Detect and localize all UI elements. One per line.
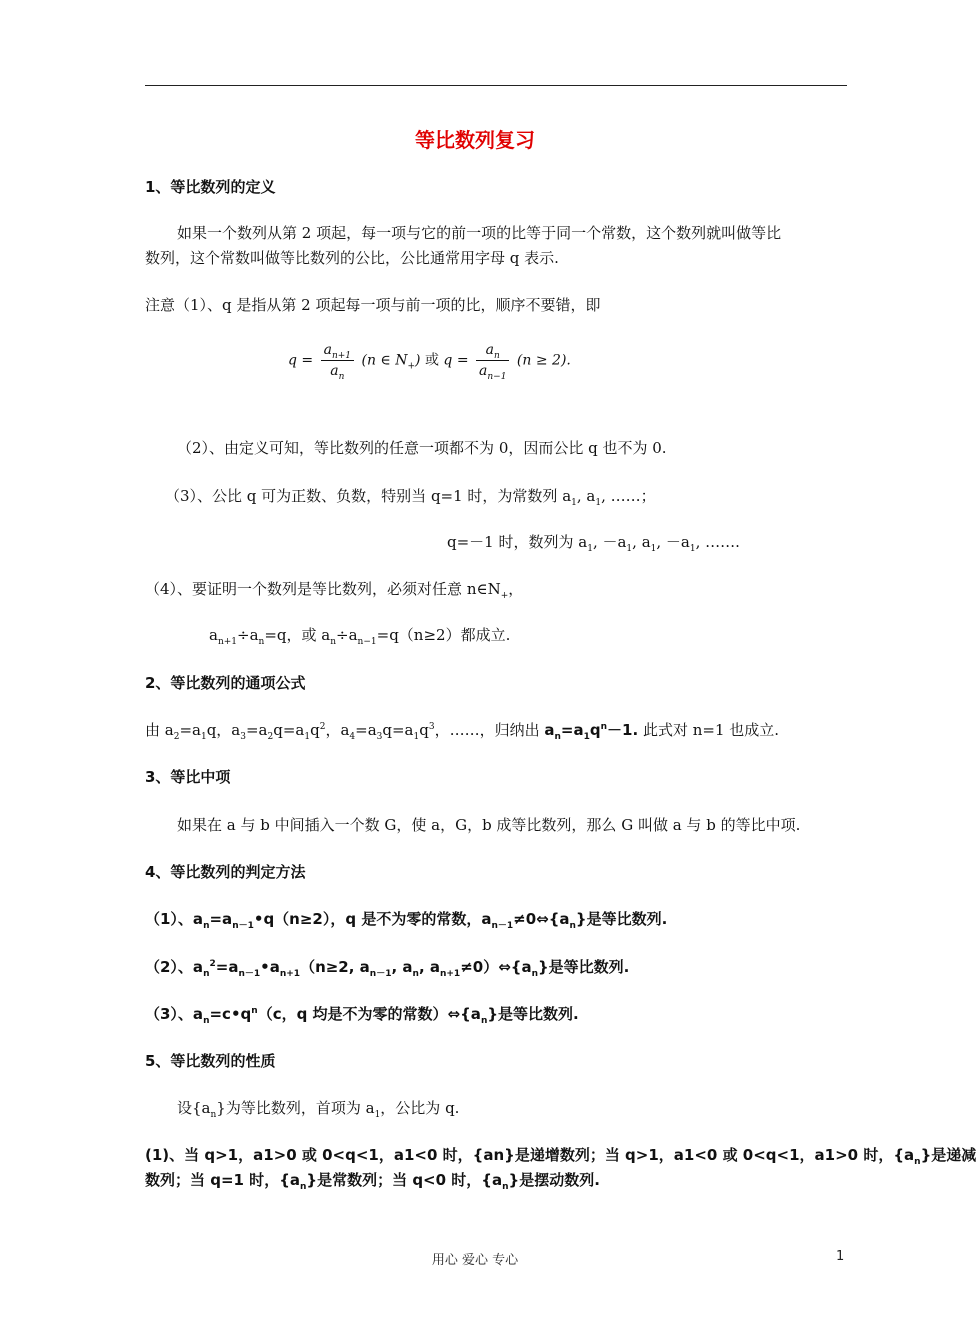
fraction-2 xyxy=(476,342,509,382)
frac1-num: a xyxy=(323,342,332,358)
footer-motto: 用心 爱心 专心 xyxy=(431,1253,519,1268)
page-title: 等比数列复习 xyxy=(415,128,535,152)
definition-line-1: 如果一个数列从第 2 项起，每一项与它的前一项的比等于同一个常数，这个数列就叫做等比 xyxy=(177,224,782,242)
formula-q1: q = xyxy=(288,352,314,369)
formula-or: 或 xyxy=(424,352,439,369)
method-3: （3）、$a_n=c•q^n(c$，q 均是不为零的常数）$\Leftrightarrow\{a_n\}$是等比数列. xyxy=(145,1005,579,1026)
note-3b: q=－1 时，数列为 $a_1$, $-a_1$, $a_1$, $-a_1$, ……. xyxy=(447,533,740,554)
method-2: （2）、$a_n^2=a_{n-1}•a_{n+1}(n\ge 2$, $a_{n-1}$, $a_n$, $a_{n+1}\ne 0)\Leftrightarrow\{a_n\}$是等比数列. xyxy=(145,958,630,979)
properties-intro: 设$\{a_n\}$为等比数列，首项为 $a_1$，公比为 q. xyxy=(177,1099,460,1120)
definition-line-2: 数列，这个常数叫做等比数列的公比，公比通常用字母 q 表示. xyxy=(145,249,559,267)
frac2-num: a xyxy=(485,342,495,358)
section-5-heading: 5、等比数列的性质 xyxy=(145,1052,276,1070)
general-term-line: 由 $a_2=a_1q$，$a_3=a_2q=a_1q^2$，$a_4=a_3q=a_1q^3$，……，归纳出 $a_n=a_1q^n-1$. 此式对 n=1 也成立. xyxy=(145,721,780,742)
frac1-num-sub: n+1 xyxy=(331,350,352,361)
header-rule xyxy=(145,85,847,86)
section-3-heading: 3、等比中项 xyxy=(145,768,231,786)
frac1-den-sub: n xyxy=(338,371,345,382)
note-4b: $a_{n+1}\div a_n=q$，或 $a_n\div a_{n-1}=q(n\ge 2)$都成立. xyxy=(209,626,511,647)
note-2: （2）、由定义可知，等比数列的任意一项都不为 0，因而公比 q 也不为 0. xyxy=(177,439,667,457)
method-1: （1）、$a_n=a_{n-1}•q(n\ge 2)$，q 是不为零的常数，$a_{n-1}\ne 0\Leftrightarrow\{a_n\}$是等比数列. xyxy=(145,910,668,931)
property-1-line-1: (1)、当 q>1，a1>0 或 0<q<1，a1<0 时，{an}是递增数列；当 q>1，a1<0 或 0<q<1，a1>0 时，$\{a_n\}$是递减 xyxy=(145,1146,976,1167)
formula-cond1-sub: + xyxy=(407,361,416,372)
formula-q2: q = xyxy=(443,352,469,369)
frac2-den-sub: n−1 xyxy=(487,371,507,382)
formula-cond1-end: ) xyxy=(415,352,421,369)
note-4: （4）、要证明一个数列是等比数列，必须对任意 $n\in N_+$， xyxy=(145,580,524,601)
geometric-mean-definition: 如果在 a 与 b 中间插入一个数 G，使 a，G，b 成等比数列，那么 G 叫做 a 与 b 的等比中项. xyxy=(177,816,801,834)
page-number: 1 xyxy=(836,1249,845,1264)
formula-cond2: (n ≥ 2). xyxy=(516,352,571,369)
frac2-num-sub: n xyxy=(494,350,500,361)
section-4-heading: 4、等比数列的判定方法 xyxy=(145,863,306,881)
formula-cond1: (n ∈ N xyxy=(361,352,408,369)
section-2-heading: 2、等比数列的通项公式 xyxy=(145,674,306,692)
note-1: 注意（1）、q 是指从第 2 项起每一项与前一项的比，顺序不要错，即 xyxy=(145,296,601,314)
frac2-den: a xyxy=(479,363,488,379)
ratio-formula xyxy=(288,342,571,388)
fraction-1 xyxy=(321,342,354,382)
property-1-line-2: 数列；当 q=1 时，$\{a_n\}$是常数列；当 q<0 时，$\{a_n\}$是摆动数列. xyxy=(145,1171,600,1192)
general-term-formula: $a_n=a_1q^n-1$. xyxy=(544,721,639,742)
section-1-heading: 1、等比数列的定义 xyxy=(145,178,276,196)
note-3: （3）、公比 q 可为正数、负数，特别当 q=1 时，为常数列 $a_1$, $a_1$, ……； xyxy=(165,487,656,508)
frac1-den: a xyxy=(330,363,339,379)
